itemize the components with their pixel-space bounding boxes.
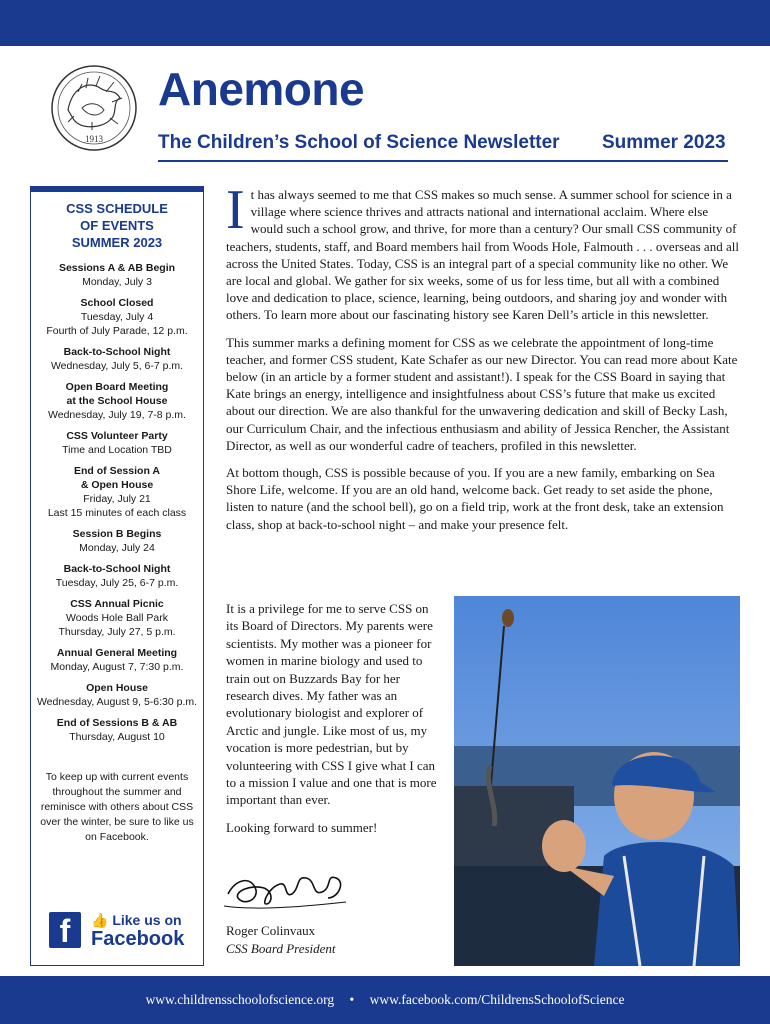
- facebook-logo-icon: f: [49, 912, 81, 948]
- event-name: Session B Begins: [72, 528, 162, 540]
- facebook-link[interactable]: www.facebook.com/ChildrensSchoolofScience: [369, 992, 625, 1007]
- event-name: School Closed: [80, 297, 154, 309]
- event-name: Annual General Meeting: [56, 647, 178, 659]
- event-detail: Monday, July 3: [82, 276, 152, 288]
- schedule-event: [31, 296, 203, 338]
- event-detail: Tuesday, July 25, 6-7 p.m.: [55, 577, 179, 589]
- event-name: at the School House: [66, 395, 168, 407]
- event-name: Sessions A & AB Begin: [58, 262, 176, 274]
- schedule-sidebar: [30, 186, 204, 966]
- header-rule: [158, 160, 728, 162]
- signature-image: [222, 864, 352, 916]
- event-name: Open House: [86, 682, 148, 694]
- footer-bar: [0, 976, 770, 1024]
- schedule-event: [31, 429, 203, 457]
- event-detail: Time and Location TBD: [62, 444, 172, 456]
- event-detail: Thursday, July 27, 5 p.m.: [58, 626, 176, 638]
- event-detail: Woods Hole Ball Park: [66, 612, 168, 624]
- event-detail: Friday, July 21: [83, 493, 151, 505]
- event-detail: Tuesday, July 4: [80, 311, 154, 323]
- schedule-event: [31, 562, 203, 590]
- facebook-like-text: 👍 Like us on: [91, 912, 182, 928]
- schedule-event: [31, 261, 203, 289]
- schedule-event: [31, 345, 203, 373]
- article-paragraph: It is a privilege for me to serve CSS on its Board of Directors. My parents were scientists. My mother was a pioneer for women in marine biology and used to train out on Buzzards Bay for her research dives. My father was an evolutionary biologist and explorer of Arctic and jungle. Like most of us, my vocation is more pedestrian, but by volunteering with CSS I give what I can to a mission I value and one that is more important than ever.: [226, 601, 437, 808]
- event-detail: Wednesday, July 19, 7-8 p.m.: [48, 409, 186, 421]
- edition-label: Summer 2023: [602, 132, 726, 153]
- signer-name: Roger Colinvaux: [226, 923, 316, 938]
- event-name: CSS Volunteer Party: [66, 430, 168, 442]
- thumbs-up-icon: 👍: [91, 912, 109, 928]
- schedule-event: [31, 646, 203, 674]
- newsletter-subtitle: The Children’s School of Science Newsletter: [158, 132, 560, 153]
- event-name: CSS Annual Picnic: [70, 598, 164, 610]
- schedule-event: [31, 681, 203, 709]
- schedule-event: [31, 380, 203, 422]
- student-fishing-photo: [454, 596, 740, 966]
- event-detail: Wednesday, August 9, 5-6:30 p.m.: [36, 696, 198, 708]
- facebook-name: Facebook: [91, 928, 185, 950]
- school-logo: [48, 58, 140, 158]
- schedule-event: [31, 464, 203, 520]
- footer-separator: •: [349, 992, 355, 1007]
- event-detail: Fourth of July Parade, 12 p.m.: [46, 325, 188, 337]
- article-paragraph: This summer marks a defining moment for CSS as we celebrate the appointment of long-time teacher, and former CSS student, Kate Schafer as our new Director. You can read more about Kate below (in an article by a former student and assistant!). I speak for the CSS Board in saying that Kate brings an energy, intelligence and insightfulness about CSS’s future that make us excited about our direction. We are also thankful for the unwavering dedication and skill of Becky Lash, our Curriculum Chair, and the infectious enthusiasm and ability of Jessica Rencher, the Assistant Director, as well as our wonderful cadre of teachers, profiled in this newsletter.: [226, 334, 738, 453]
- article-closing: Looking forward to summer!: [226, 819, 378, 835]
- article-column: [226, 600, 442, 846]
- event-name: Open Board Meeting: [65, 381, 169, 393]
- website-link[interactable]: www.childrensschoolofscience.org: [145, 992, 335, 1007]
- signer-title: CSS Board President: [226, 941, 336, 956]
- drop-cap: I: [226, 179, 245, 241]
- article-paragraph: At bottom though, CSS is possible because of you. If you are a new family, embarking on Sea Shore Life, welcome. If you are an old hand, welcome back. Get ready to set aside the phone, listen to nature (and the school bell), go on a field trip, work at the front desk, take an extension class, shop at back-to-school night – and make your presence felt.: [226, 465, 724, 532]
- event-detail: Thursday, August 10: [69, 731, 165, 743]
- svg-text:1913: 1913: [85, 134, 103, 144]
- event-name: & Open House: [80, 479, 154, 491]
- event-detail: Monday, August 7, 7:30 p.m.: [50, 661, 184, 673]
- event-detail: Wednesday, July 5, 6-7 p.m.: [50, 360, 184, 372]
- top-banner: [0, 0, 770, 46]
- facebook-note: To keep up with current events throughout the summer and reminisce with others about CSS over the winter, be sure to like us on Facebook.: [40, 771, 194, 843]
- event-name: Back-to-School Night: [63, 563, 171, 575]
- event-detail: Last 15 minutes of each class: [47, 507, 187, 519]
- event-detail: Monday, July 24: [79, 542, 155, 554]
- schedule-events: [31, 261, 203, 744]
- schedule-title: CSS SCHEDULE OF EVENTS SUMMER 2023: [66, 201, 168, 250]
- schedule-event: [31, 597, 203, 639]
- schedule-event: [31, 716, 203, 744]
- event-name: End of Session A: [74, 465, 160, 477]
- facebook-like-badge[interactable]: [49, 910, 189, 956]
- article-paragraph: I t has always seemed to me that CSS makes so much sense. A summer school for science in a village where science thrives and attracts national and international acclaim. Where else would such a school grow, and thrive, for more than a century? Our small CSS community of teachers, students, staff, and Board members hail from Woods Hole, Falmouth . . . overseas and all across the United States. Today, CSS is an integral part of a special community like no other. We are local and global. We gather for six weeks, some of us for less time, but all with a combined love and dedication to place, science, learning, being outdoors, and sharing joy and wonder with others. To learn more about our fascinating history see Karen Dell’s article in this newsletter.: [226, 179, 739, 323]
- article-body: [226, 179, 742, 543]
- event-name: Back-to-School Night: [63, 346, 171, 358]
- newsletter-title: Anemone: [158, 63, 365, 115]
- event-name: End of Sessions B & AB: [56, 717, 178, 729]
- schedule-event: [31, 527, 203, 555]
